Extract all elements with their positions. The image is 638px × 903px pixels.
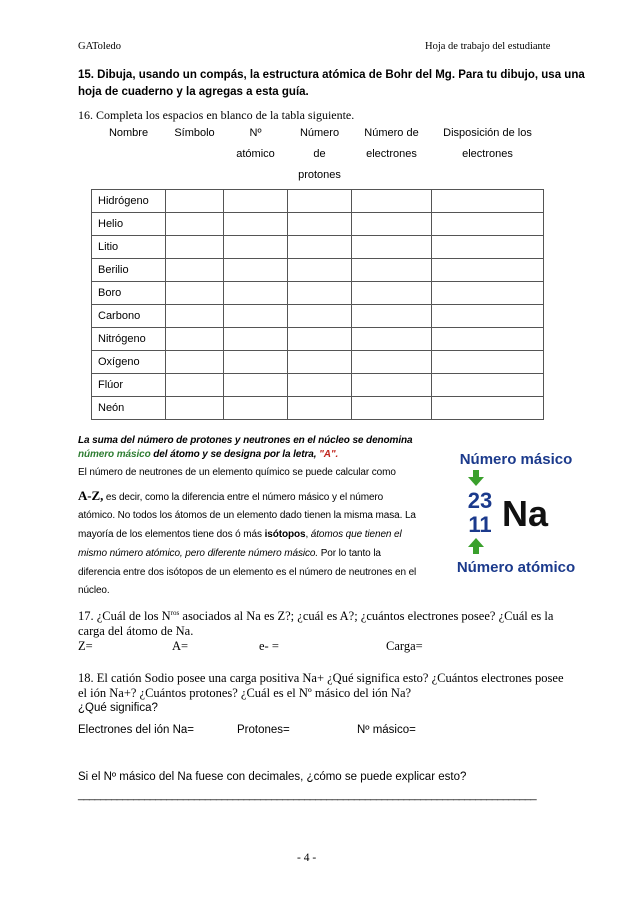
q18-masico-field[interactable]: Nº másico= <box>357 724 416 736</box>
protons-cell[interactable] <box>288 213 352 236</box>
atomic-number-cell[interactable] <box>224 236 288 259</box>
q18-line3: ¿Qué significa? <box>78 702 158 714</box>
element-name-cell: Helio <box>92 213 166 236</box>
electrons-cell[interactable] <box>352 397 432 420</box>
electrons-cell[interactable] <box>352 374 432 397</box>
atomic-number-label: Número atómico <box>456 559 576 576</box>
q17-carga-field[interactable]: Carga= <box>386 639 423 653</box>
protons-cell[interactable] <box>288 259 352 282</box>
info-line8: diferencia entre dos isótopos de un elemento es el número de neutrones en el <box>78 567 417 578</box>
electrons-cell[interactable] <box>352 236 432 259</box>
element-name-cell: Nitrógeno <box>92 328 166 351</box>
header-author: GAToledo <box>78 41 122 52</box>
protons-cell[interactable] <box>288 351 352 374</box>
configuration-cell[interactable] <box>432 259 544 282</box>
header-nombre: Nombre <box>108 127 149 139</box>
header-disposicion: Disposición de los electrones <box>443 127 532 160</box>
element-name-cell: Carbono <box>92 305 166 328</box>
symbol-cell[interactable] <box>166 328 224 351</box>
table-row <box>92 236 544 259</box>
atomic-number-cell[interactable] <box>224 374 288 397</box>
protons-cell[interactable] <box>288 236 352 259</box>
element-symbol: Na <box>502 493 549 534</box>
q17-line1: 17. ¿Cuál de los $N^{ros}$ asociados al Na es Z?; ¿cuál es A?; ¿cuántos electrones posee? ¿Cuál es la <box>78 609 554 624</box>
table-row <box>92 374 544 397</box>
symbol-cell[interactable] <box>166 282 224 305</box>
electrons-cell[interactable] <box>352 282 432 305</box>
configuration-cell[interactable] <box>432 305 544 328</box>
element-name-cell: Flúor <box>92 374 166 397</box>
info-line5: atómico. No todos los átomos de un elemento dado tienen la misma masa. La <box>78 510 416 521</box>
protons-cell[interactable] <box>288 305 352 328</box>
protons-cell[interactable] <box>288 397 352 420</box>
symbol-cell[interactable] <box>166 190 224 213</box>
atomic-number-cell[interactable] <box>224 213 288 236</box>
mass-number-label: Número másico <box>459 451 573 468</box>
header-simbolo: Símbolo <box>174 127 215 139</box>
protons-cell[interactable] <box>288 190 352 213</box>
q19-answer-line[interactable]: ___________________________________________________________________________________ <box>78 789 536 801</box>
configuration-cell[interactable] <box>432 282 544 305</box>
protons-cell[interactable] <box>288 328 352 351</box>
a-minus-z: A-Z, <box>78 488 104 503</box>
table-row <box>92 259 544 282</box>
configuration-cell[interactable] <box>432 397 544 420</box>
info-line3: El número de neutrones de un elemento químico se puede calcular como <box>78 467 396 478</box>
down-arrow-icon <box>468 470 484 486</box>
numero-masico-term: número másico <box>78 449 151 460</box>
q18-line2: el ión Na+? ¿Cuántos protones? ¿Cuál es el Nº másico del ión Na? <box>78 686 412 700</box>
q15-line1: 15. Dibuja, usando un compás, la estructura atómica de Bohr del Mg. Para tu dibujo, usa una <box>78 69 585 81</box>
elements-table <box>91 121 544 420</box>
electrons-cell[interactable] <box>352 351 432 374</box>
atomic-number-cell[interactable] <box>224 282 288 305</box>
configuration-cell[interactable] <box>432 351 544 374</box>
element-name-cell: Oxígeno <box>92 351 166 374</box>
page-number: - 4 - <box>297 852 317 864</box>
header-protones: Número de protones <box>298 127 341 181</box>
protons-cell[interactable] <box>288 282 352 305</box>
electrons-cell[interactable] <box>352 190 432 213</box>
element-name-cell: Litio <box>92 236 166 259</box>
header-title: Hoja de trabajo del estudiante <box>425 41 551 52</box>
info-line4: A-Z, es decir, como la diferencia entre el número másico y el número <box>78 488 384 503</box>
table-row <box>92 328 544 351</box>
info-line7: mismo número atómico, pero diferente número másico. Por lo tanto la <box>78 548 381 559</box>
protons-cell[interactable] <box>288 374 352 397</box>
symbol-cell[interactable] <box>166 351 224 374</box>
configuration-cell[interactable] <box>432 374 544 397</box>
symbol-cell[interactable] <box>166 305 224 328</box>
q18-protones-field[interactable]: Protones= <box>237 724 290 736</box>
element-name-cell: Berilio <box>92 259 166 282</box>
electrons-cell[interactable] <box>352 213 432 236</box>
q15-line2: hoja de cuaderno y la agregas a esta guía. <box>78 86 309 98</box>
atomic-number-value: 11 <box>468 512 492 537</box>
configuration-cell[interactable] <box>432 236 544 259</box>
element-name-cell: Boro <box>92 282 166 305</box>
electrons-cell[interactable] <box>352 305 432 328</box>
configuration-cell[interactable] <box>432 328 544 351</box>
element-name-cell: Neón <box>92 397 166 420</box>
header-numero-atomico: Nº atómico <box>236 127 275 160</box>
atomic-number-cell[interactable] <box>224 259 288 282</box>
symbol-cell[interactable] <box>166 374 224 397</box>
table-row <box>92 190 544 213</box>
q18-line1: 18. El catión Sodio posee una carga positiva Na+ ¿Qué significa esto? ¿Cuántos electrones posee <box>78 671 564 685</box>
q17-line2: carga del átomo de Na. <box>78 624 194 638</box>
configuration-cell[interactable] <box>432 190 544 213</box>
q18-electrones-field[interactable]: Electrones del ión Na= <box>78 724 195 736</box>
q17-e-field[interactable]: e- = <box>259 639 279 653</box>
info-line6: mayoría de los elementos tiene dos ó más isótopos, átomos que tienen el <box>78 529 402 540</box>
q17-a-field[interactable]: A= <box>172 639 189 653</box>
info-line2: número másico del átomo y se designa por la letra, "A". <box>78 449 339 460</box>
mass-number-value: 23 <box>467 488 493 513</box>
sodium-notation-figure <box>448 444 584 584</box>
electrons-cell[interactable] <box>352 328 432 351</box>
table-row <box>92 213 544 236</box>
info-line9: núcleo. <box>78 585 110 596</box>
table-row <box>92 397 544 420</box>
table-row <box>92 305 544 328</box>
table-row <box>92 282 544 305</box>
up-arrow-icon <box>468 538 484 554</box>
symbol-cell[interactable] <box>166 397 224 420</box>
atomic-number-cell[interactable] <box>224 351 288 374</box>
q17-z-field[interactable]: Z= <box>78 639 93 653</box>
atomic-number-cell[interactable] <box>224 397 288 420</box>
header-electrones: Número de electrones <box>364 127 419 160</box>
electrons-cell[interactable] <box>352 259 432 282</box>
q19-question: Si el Nº másico del Na fuese con decimales, ¿cómo se puede explicar esto? <box>78 771 467 783</box>
table-header-row <box>92 121 544 190</box>
symbol-cell[interactable] <box>166 236 224 259</box>
table-row <box>92 351 544 374</box>
atomic-number-cell[interactable] <box>224 305 288 328</box>
configuration-cell[interactable] <box>432 213 544 236</box>
q16-intro: 16. Completa los espacios en blanco de la tabla siguiente. <box>78 108 355 122</box>
atomic-number-cell[interactable] <box>224 328 288 351</box>
atomic-number-cell[interactable] <box>224 190 288 213</box>
element-name-cell: Hidrógeno <box>92 190 166 213</box>
symbol-cell[interactable] <box>166 213 224 236</box>
info-line1: La suma del número de protones y neutrones en el núcleo se denomina <box>78 435 413 446</box>
symbol-cell[interactable] <box>166 259 224 282</box>
